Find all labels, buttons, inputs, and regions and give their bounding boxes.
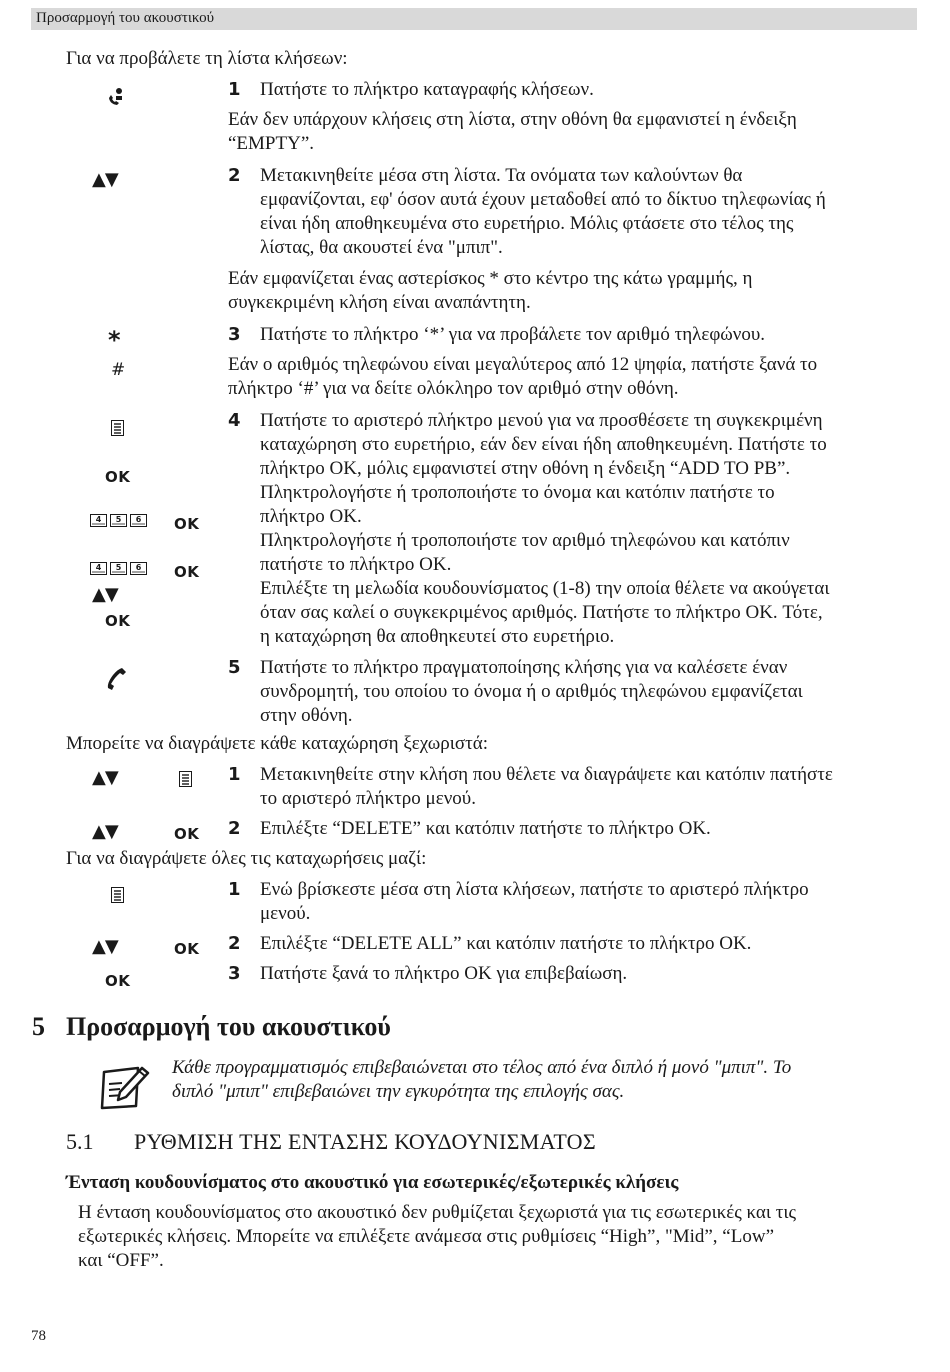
step-text: μενού.: [260, 903, 311, 924]
intro-view-text: Για να προβάλετε τη λίστα κλήσεων:: [66, 48, 348, 69]
subsection-title: ΡΥΘΜΙΣΗ ΤΗΣ ΕΝΤΑΣΗΣ ΚΟΥΔΟΥΝΙΣΜΑΤΟΣ: [134, 1129, 596, 1154]
step-text: πλήκτρο ‘#’ για να δείτε ολόκληρο τον αριθμό στην οθόνη.: [228, 378, 679, 399]
step-text: είναι ήδη αποθηκευμένα στο ευρετήριο. Μόλις φτάσετε στο τέλος της: [260, 213, 794, 234]
menu-key-icon: [111, 420, 124, 436]
step-text: πλήκτρο OK.: [260, 506, 362, 527]
intro-delete-all-text: Για να διαγράψετε όλες τις καταχωρήσεις μαζί:: [66, 848, 427, 869]
step-text: Εάν ο αριθμός τηλεφώνου είναι μεγαλύτερος από 12 ψηφία, πατήστε ξανά το: [228, 354, 818, 375]
step-text: εμφανίζονται, εφ' όσον αυτά έχουν μεταδοθεί από το δίκτυο τηλεφωνίας ή: [260, 189, 826, 210]
step-text: Ενώ βρίσκεστε μέσα στη λίστα κλήσεων, πατήστε το αριστερό πλήκτρο: [260, 879, 809, 900]
step-text: πλήκτρο OK, μόλις εμφανιστεί στην οθόνη η ένδειξη “ADD TO PB”.: [260, 458, 791, 479]
body-text: εξωτερικές κλήσεις. Μπορείτε να επιλέξετε ανάμεσα στις ρυθμίσεις “High”, "Mid”, “Low”: [78, 1226, 774, 1247]
step-text: “EMPTY”.: [228, 133, 315, 154]
subheading: Ένταση κουδουνίσματος στο ακουστικό για εσωτερικές/εξωτερικές κλήσεις: [66, 1172, 679, 1193]
step-text: λίστας, θα ακουστεί ένα "μπιπ".: [260, 237, 503, 258]
step-text: Πατήστε το πλήκτρο καταγραφής κλήσεων.: [260, 79, 594, 100]
step-number: 1: [228, 764, 241, 785]
svg-text:4: 4: [95, 563, 102, 572]
step-text: συγκεκριμένη κλήση είναι αναπάντητη.: [228, 292, 531, 313]
step-text: Πατήστε ξανά το πλήκτρο OK για επιβεβαίωση.: [260, 963, 628, 984]
step-text: Πατήστε το πλήκτρο ‘*’ για να προβάλετε τον αριθμό τηλεφώνου.: [260, 324, 766, 345]
step-number: 3: [228, 963, 241, 984]
step-number: 1: [228, 879, 241, 900]
up-down-arrows-icon: ▲▼: [92, 821, 118, 842]
step-text: Πατήστε το πλήκτρο πραγματοποίησης κλήσης για να καλέσετε έναν: [260, 657, 788, 678]
running-header: [31, 8, 917, 30]
step-number: 2: [228, 818, 241, 839]
note-text: Κάθε προγραμματισμός επιβεβαιώνεται στο τέλος από ένα διπλό ή μονό "μπιπ". Το: [172, 1057, 792, 1078]
svg-text:6: 6: [135, 515, 142, 524]
svg-text:4: 4: [95, 515, 102, 524]
step-text: Επιλέξτε “DELETE ALL” και κατόπιν πατήστε το πλήκτρο OK.: [260, 933, 752, 954]
note-pencil-icon: [98, 1062, 152, 1112]
body-text: και “OFF”.: [78, 1250, 164, 1271]
step-text: Πατήστε το αριστερό πλήκτρο μενού για να προσθέσετε τη συγκεκριμένη: [260, 410, 823, 431]
step-text: Επιλέξτε “DELETE” και κατόπιν πατήστε το πλήκτρο OK.: [260, 818, 711, 839]
step-text: συνδρομητή, του οποίου το όνομα ή ο αριθμός τηλεφώνου εμφανίζεται: [260, 681, 803, 702]
call-key-icon: [104, 666, 128, 692]
svg-text:5: 5: [115, 515, 122, 524]
step-text: στην οθόνη.: [260, 705, 353, 726]
ok-key-icon: OK: [105, 972, 131, 990]
ok-key-icon: OK: [174, 940, 200, 958]
step-text: Μετακινηθείτε στην κλήση που θέλετε να διαγράψετε και κατόπιν πατήστε: [260, 764, 833, 785]
page-number: 78: [31, 1328, 46, 1344]
step-text: Εάν εμφανίζεται ένας αστερίσκος * στο κέντρο της κάτω γραμμής, η: [228, 268, 753, 289]
ok-key-icon: OK: [174, 825, 200, 843]
subsection-number: 5.1: [66, 1129, 94, 1154]
intro-delete-text: Μπορείτε να διαγράψετε κάθε καταχώρηση ξεχωριστά:: [66, 733, 488, 754]
up-down-arrows-icon: ▲▼: [92, 767, 118, 788]
body-text: Η ένταση κουδουνίσματος στο ακουστικό δεν ρυθμίζεται ξεχωριστά για τις εσωτερικές και τις: [78, 1202, 797, 1223]
keypad-keys-icon: [90, 562, 148, 576]
step-number: 2: [228, 165, 241, 186]
hash-key-icon: #: [111, 360, 126, 380]
note-text: διπλό "μπιπ" επιβεβαιώνει την εγκυρότητα της επιλογής σας.: [172, 1081, 625, 1102]
step-text: Πληκτρολογήστε ή τροποποιήστε το όνομα και κατόπιν πατήστε το: [260, 482, 775, 503]
ok-key-icon: OK: [174, 563, 200, 581]
menu-key-icon: [111, 887, 124, 903]
section-title: Προσαρμογή του ακουστικού: [66, 1012, 391, 1041]
svg-text:6: 6: [135, 563, 142, 572]
step-text: πατήστε το πλήκτρο OK.: [260, 554, 452, 575]
step-text: η καταχώρηση θα αποθηκευτεί στο ευρετήριο.: [260, 626, 615, 647]
ok-key-icon: OK: [105, 612, 131, 630]
up-down-arrows-icon: ▲▼: [92, 169, 118, 190]
step-text: Μετακινηθείτε μέσα στη λίστα. Τα ονόματα των καλούντων θα: [260, 165, 743, 186]
ok-key-icon: OK: [105, 468, 131, 486]
keypad-keys-icon: [90, 514, 148, 528]
menu-key-icon: [179, 771, 192, 787]
step-number: 2: [228, 933, 241, 954]
step-text: Πληκτρολογήστε ή τροποποιήστε τον αριθμό τηλεφώνου και κατόπιν: [260, 530, 790, 551]
step-text: το αριστερό πλήκτρο μενού.: [260, 788, 476, 809]
svg-text:5: 5: [115, 563, 122, 572]
up-down-arrows-icon: ▲▼: [92, 936, 118, 957]
call-log-icon: [106, 86, 128, 108]
step-text: καταχώρηση στο ευρετήριο, εάν δεν είναι ήδη αποθηκευμένη. Πατήστε το: [260, 434, 827, 455]
step-text: Επιλέξτε τη μελωδία κουδουνίσματος (1-8) την οποία θέλετε να ακούγεται: [260, 578, 830, 599]
step-number: 1: [228, 79, 241, 100]
section-number: 5: [32, 1012, 45, 1041]
header-title: Προσαρμογή του ακουστικού: [36, 10, 215, 26]
star-key-icon: *: [108, 326, 121, 354]
ok-key-icon: OK: [174, 515, 200, 533]
step-number: 3: [228, 324, 241, 345]
step-number: 5: [228, 657, 241, 678]
step-text: όταν σας καλεί ο συγκεκριμένος αριθμός. Πατήστε το πλήκτρο OK. Τότε,: [260, 602, 823, 623]
up-down-arrows-icon: ▲▼: [92, 584, 118, 605]
step-number: 4: [228, 410, 241, 431]
step-text: Εάν δεν υπάρχουν κλήσεις στη λίστα, στην οθόνη θα εμφανιστεί η ένδειξη: [228, 109, 797, 130]
